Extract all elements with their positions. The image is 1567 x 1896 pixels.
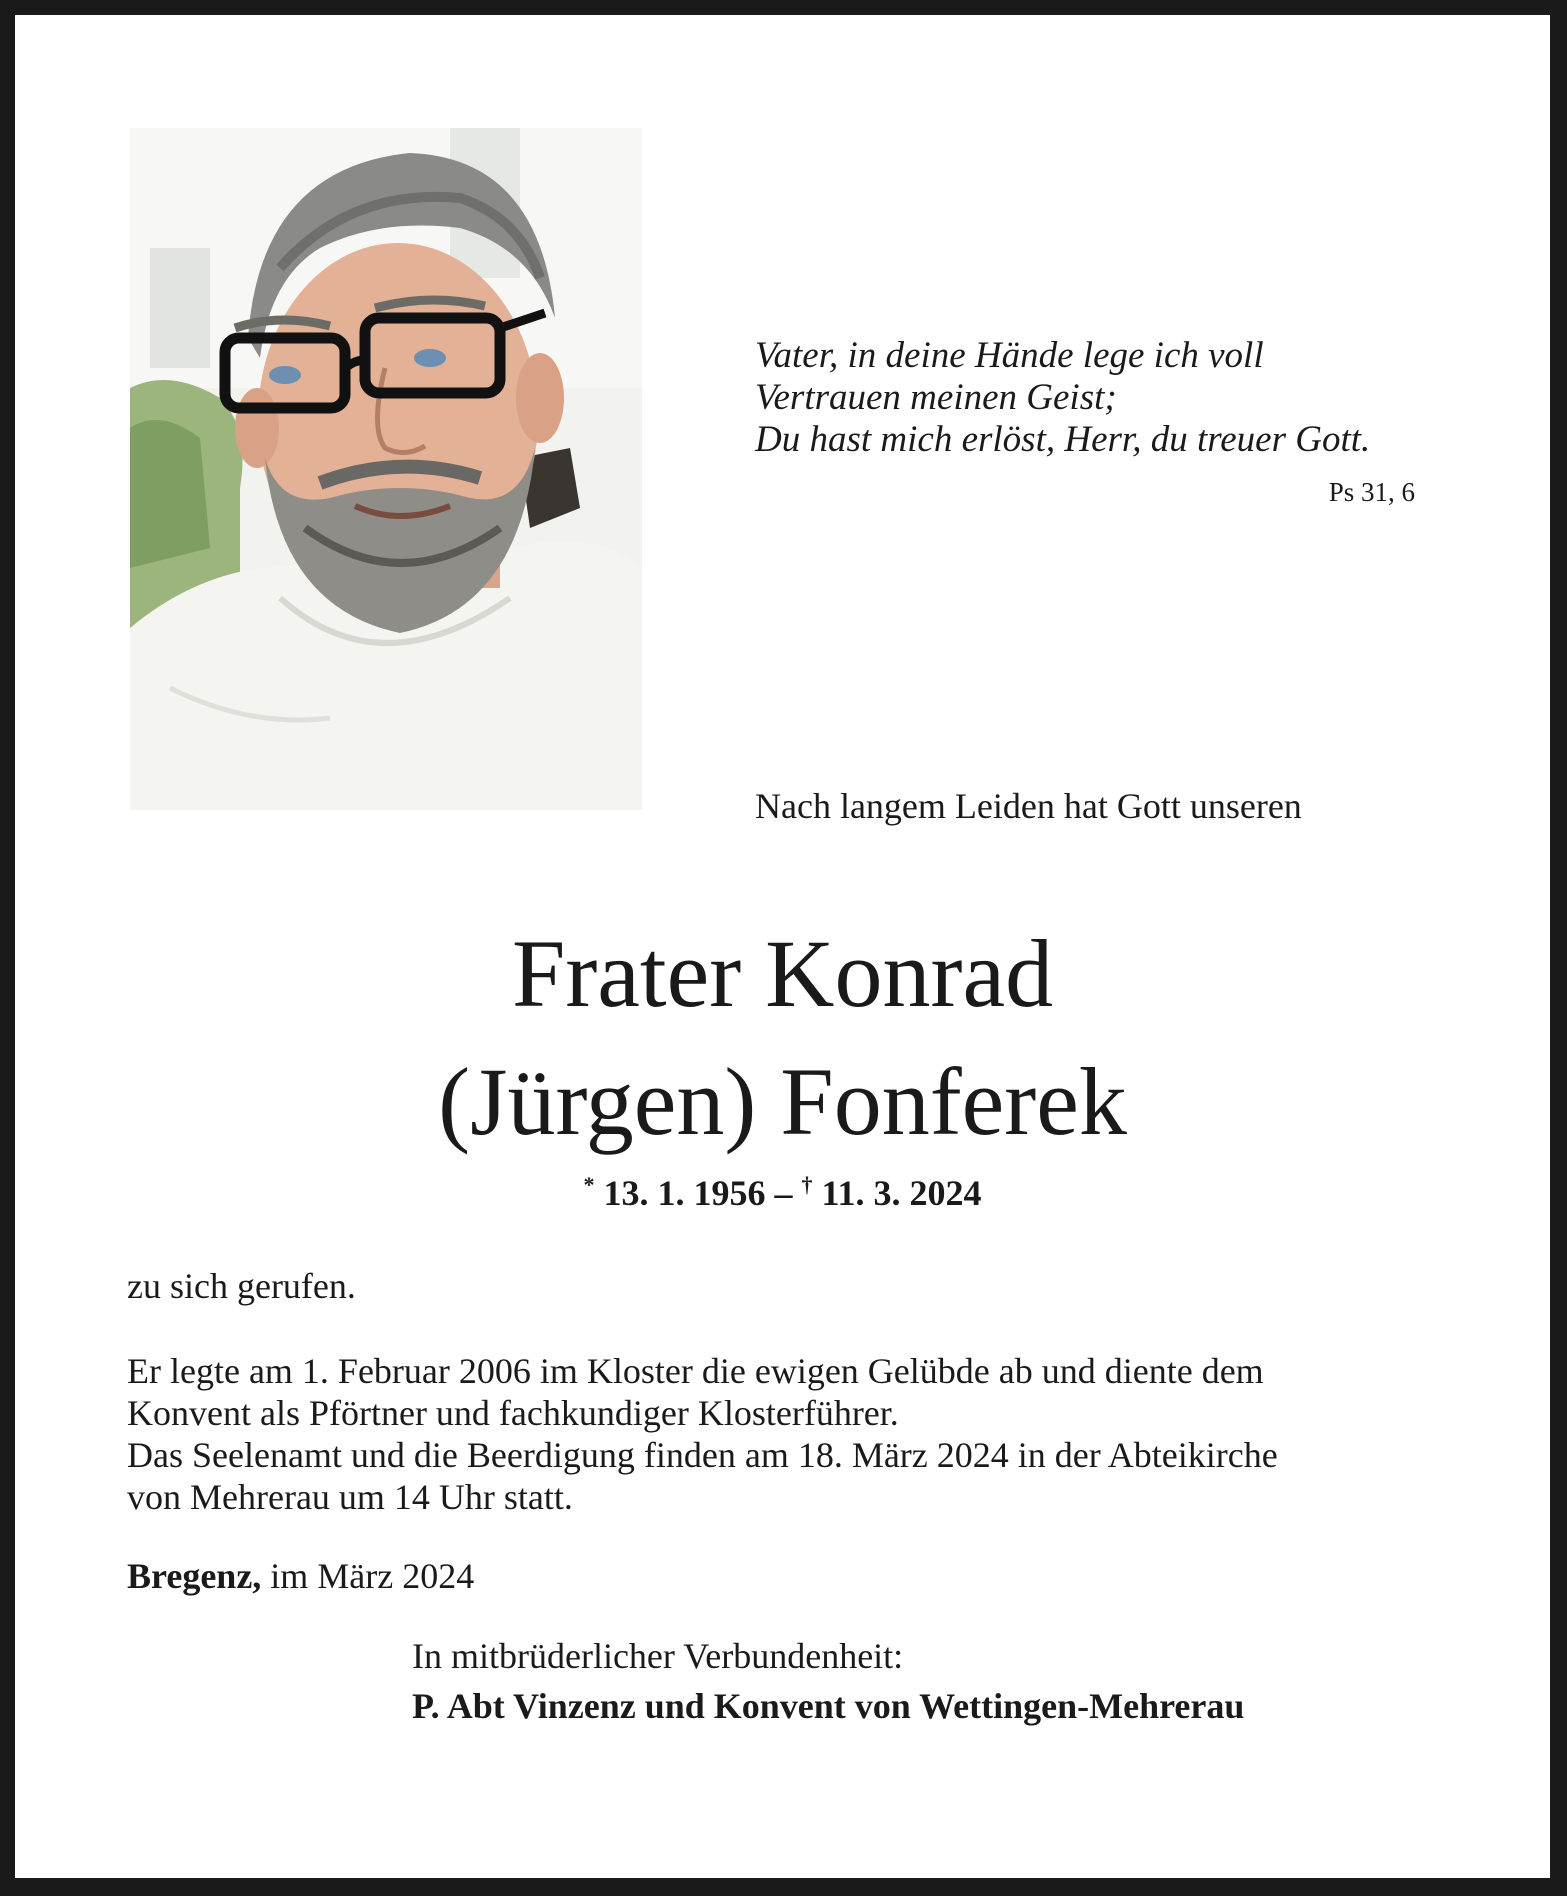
intro-line: Nach langem Leiden hat Gott unseren [755, 786, 1302, 826]
paragraph-line: von Mehrerau um 14 Uhr statt. [127, 1477, 573, 1517]
place-date [127, 1555, 1457, 1597]
date-separator: – [765, 1173, 802, 1213]
psalm-quote [755, 335, 1435, 461]
called-line: zu sich gerufen. [127, 1266, 356, 1306]
name-line-1: Frater Konrad [511, 920, 1054, 1027]
place-date-text: im März 2024 [261, 1556, 475, 1596]
psalm-line: Vertrauen meinen Geist; [755, 377, 1117, 418]
closing-signers: P. Abt Vinzenz und Konvent von Wettingen-Mehrerau [412, 1686, 1245, 1726]
paragraph-line: Das Seelenamt und die Beerdigung finden am 18. März 2024 in der Abteikirche [127, 1435, 1278, 1475]
psalm-reference: Ps 31, 6 [1328, 477, 1415, 507]
psalm-line: Du hast mich erlöst, Herr, du treuer Gott. [755, 419, 1371, 460]
paragraph-line: Er legte am 1. Februar 2006 im Kloster die ewigen Gelübde ab und diente dem [127, 1351, 1264, 1391]
psalm-line: Vater, in deine Hände lege ich voll [755, 335, 1264, 376]
name-line-2: (Jürgen) Fonferek [438, 1048, 1127, 1155]
place-city: Bregenz, [127, 1556, 262, 1596]
portrait-photo [130, 128, 642, 810]
closing-greeting: In mitbrüderlicher Verbundenheit: [412, 1636, 904, 1676]
details-paragraph [127, 1350, 1457, 1518]
birth-symbol: * [583, 1172, 595, 1197]
deceased-name [15, 910, 1550, 1166]
paragraph-line: Konvent als Pförtner und fachkundiger Klosterführer. [127, 1393, 899, 1433]
obituary-notice [15, 15, 1550, 1878]
birth-date: 13. 1. 1956 [603, 1173, 766, 1213]
death-symbol: † [801, 1172, 813, 1197]
life-dates [15, 1172, 1550, 1214]
death-date: 11. 3. 2024 [821, 1173, 982, 1213]
